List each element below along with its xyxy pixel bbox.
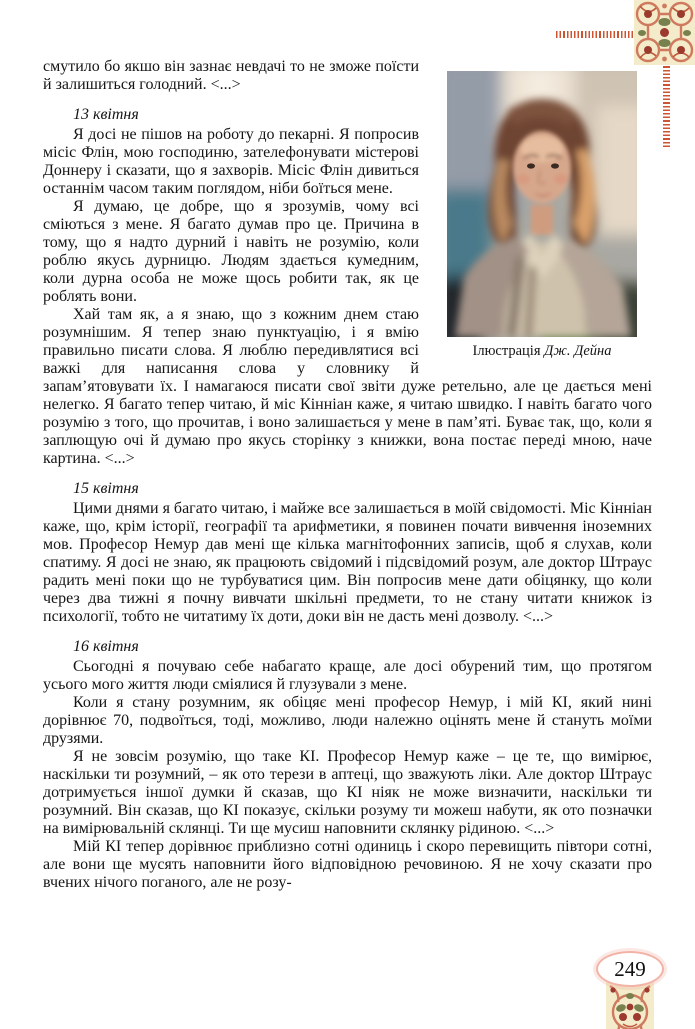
diary-paragraph: Мій КІ тепер дорівнює приблизно сотні одиниць і скоро перевищить півтори сотні, але вони ще мусять наповнити його відповідною речовиною. Я не хочу сказати про вчених нічого поганого, але не розу-	[43, 838, 652, 891]
page-number-badge	[596, 951, 664, 987]
figure-caption-artist: Дж. Дейна	[544, 343, 612, 359]
dashed-line-vertical-icon	[663, 65, 670, 147]
diary-paragraph: Я не зовсім розумію, що таке КІ. Професор Немур каже – це те, що вимірює, наскільки ти розумний, – як ото терези в аптеці, що зважують ліки. Але доктор Штраус дотримується іншої думки й сказав, що КІ ніяк не може визначити, наскільки ти розумний. Він сказав, що КІ показує, скільки розуму ти можеш набути, як ото позначки на вимірювальній склянці. Ти ще мусиш наповнити склянку рідиною. <...>	[43, 748, 652, 837]
diary-date-heading: 13 квітня	[73, 106, 139, 123]
page-number: 249	[614, 956, 646, 981]
diary-paragraph: Хай там як, а я знаю, що з кожним днем стаю розумнішим. Я тепер знаю пунктуацію, і я вмію правильно писати слова. Я люблю передивлятися всі важкі для написання слова у словнику й запам’ятовувати їх. І намагаюся писати свої звіти дуже ретельно, але це дається мені нелегко. Я багато тепер читаю, й міс Кінніан каже, я читаю швидко. І навіть багато чого розумію з того, що прочитав, і воно залишається у мене в пам’яті. Буває так, що, коли я заплющую очі й думаю про якусь сторінку з книжки, вона постає переді мною, наче картина. <...>	[43, 306, 652, 467]
diary-text-column	[43, 58, 652, 892]
diary-date-heading: 15 квітня	[73, 480, 139, 497]
ornament-footer-tile-icon	[606, 982, 654, 1029]
ornament-corner-tile-icon	[634, 0, 695, 65]
diary-date-heading: 16 квітня	[73, 638, 139, 655]
dashed-line-horizontal-icon	[556, 31, 634, 38]
diary-paragraph: Я думаю, це добре, що я зрозумів, чому всі сміються з мене. Я багато думав про це. Причина в тому, що я надто дурний і навіть не розумію, коли роблю якусь дурницю. Людям здається кумедним, коли дурна особа не може щось робити так, як це роблять вони.	[43, 198, 419, 305]
diary-paragraph: Коли я стану розумним, як обіцяє мені професор Немур, і мій КІ, який нині дорівнює 70, подвоїться, тоді, можливо, люди належно оцінять мене й стануть моїми друзями.	[43, 694, 652, 747]
portrait-painting	[447, 71, 637, 337]
illustration-figure	[447, 71, 652, 360]
diary-paragraph: Сьогодні я почуваю себе набагато краще, але досі обурений тим, що протягом усього мого життя люди сміялися й глузували з мене.	[43, 658, 652, 693]
figure-caption-label: Ілюстрація	[472, 343, 545, 359]
figure-caption	[447, 343, 637, 360]
diary-paragraph: Я досі не пішов на роботу до пекарні. Я попросив місіс Флін, мою господиню, зателефонувати містерові Доннеру і сказати, що я захворів. Місіс Флін дивиться останнім часом таким поглядом, ніби боїться мене.	[43, 126, 419, 197]
diary-paragraph: Цими днями я багато читаю, і майже все залишається в моїй свідомості. Міс Кінніан каже, що, крім історії, географії та арифметики, я повинен почати вивчення іноземних мов. Професор Немур дав мені ще кілька магнітофонних записів, щоб я слухав, коли спатиму. Я досі не знаю, як працюють свідомий і підсвідомий розум, але доктор Штраус радить мені поки що не турбуватися цим. Він попросив мене дати обіцянку, що коли через два тижні я почну вивчати шкільні предмети, то не стану читати книжок із психології, тобто не читатиму їх доти, доки він не дасть мені дозволу. <...>	[43, 500, 652, 625]
diary-continuation-paragraph: смутило бо якшо він зазнає невдачі то не зможе поїсти й залишиться голодний. <...>	[43, 58, 419, 93]
